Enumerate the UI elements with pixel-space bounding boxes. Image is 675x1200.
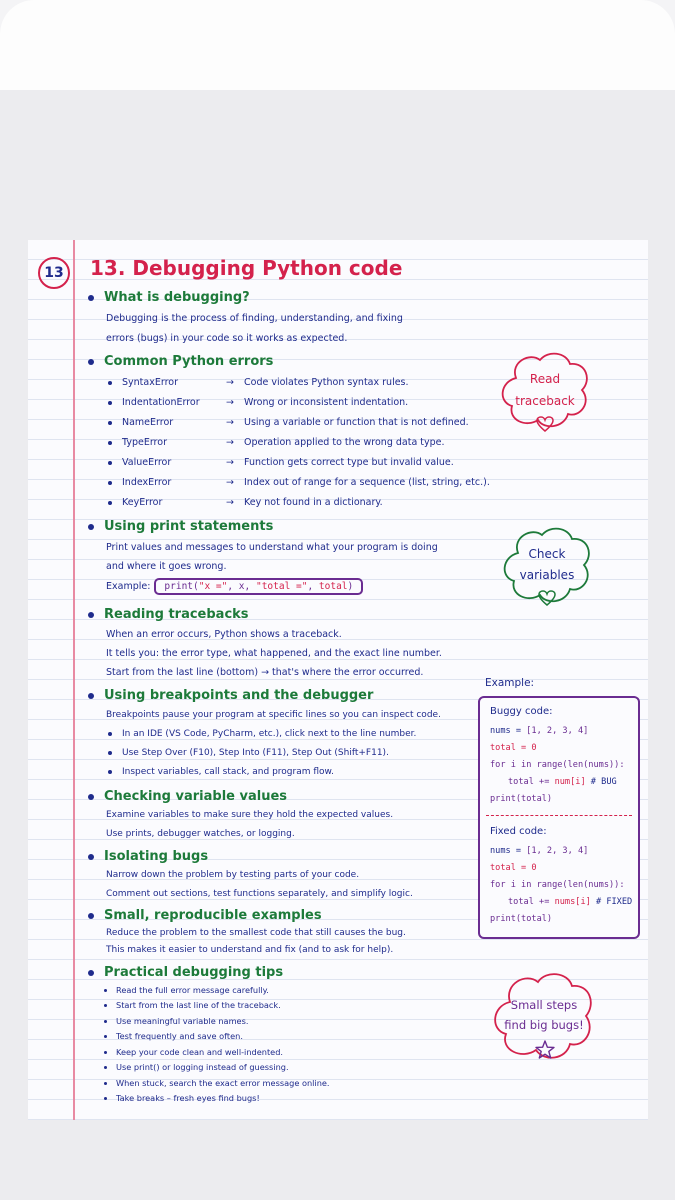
example-panel-label: Example: — [485, 677, 535, 689]
heart-icon — [538, 590, 556, 610]
print-line: Print values and messages to understand what your program is doing — [106, 542, 438, 553]
tip-item: Test frequently and save often. — [104, 1031, 243, 1041]
bullet-dot — [88, 612, 94, 618]
code-line: total += num[i] # BUG — [508, 777, 617, 787]
traceback-line: Start from the last line (bottom) → that's where the error occurred. — [106, 667, 424, 678]
isolating-line: Narrow down the problem by testing parts of your code. — [106, 870, 360, 880]
heading-isolating-bugs: Isolating bugs — [88, 849, 208, 864]
heading-reproducible: Small, reproducible examples — [88, 908, 322, 923]
print-code-box: print("x =", x, "total =", total) — [154, 578, 363, 595]
print-line: and where it goes wrong. — [106, 561, 227, 572]
breakpoints-item: Inspect variables, call stack, and program flow. — [108, 767, 334, 777]
notebook-page — [28, 240, 648, 1120]
bullet-dot — [88, 524, 94, 530]
isolating-line: Comment out sections, test functions separately, and simplify logic. — [106, 889, 413, 899]
buggy-code-heading: Buggy code: — [490, 706, 553, 717]
print-example: Example: print("x =", x, "total =", total) — [106, 578, 363, 595]
code-line: total = 0 — [490, 863, 537, 873]
variable-line: Examine variables to make sure they hold the expected values. — [106, 810, 394, 820]
top-sheet — [0, 0, 675, 90]
code-line: total += nums[i] # FIXED — [508, 897, 633, 907]
cloud-label: Read — [529, 372, 561, 386]
bullet-dot — [88, 295, 94, 301]
reproducible-line: Reduce the problem to the smallest code that still causes the bug. — [106, 928, 406, 938]
star-icon — [535, 1040, 555, 1064]
bullet-dot — [88, 913, 94, 919]
cloud-read-traceback — [496, 348, 594, 440]
bullet-dot — [88, 854, 94, 860]
tip-item: Start from the last line of the traceback. — [104, 1000, 281, 1010]
heading-breakpoints: Using breakpoints and the debugger — [88, 688, 373, 703]
breakpoints-item: In an IDE (VS Code, PyCharm, etc.), click next to the line number. — [108, 729, 416, 739]
traceback-line: It tells you: the error type, what happened, and the exact line number. — [106, 648, 442, 659]
bullet-dot — [88, 359, 94, 365]
tip-item: Take breaks – fresh eyes find bugs! — [104, 1093, 260, 1103]
error-item: IndentationError → Wrong or inconsistent indentation. — [108, 397, 408, 408]
dashed-divider — [486, 815, 632, 816]
tip-item: Use meaningful variable names. — [104, 1016, 248, 1026]
margin-line — [73, 240, 75, 1120]
error-item: IndexError → Index out of range for a sequence (list, string, etc.). — [108, 477, 490, 488]
bullet-dot — [88, 794, 94, 800]
error-item: SyntaxError → Code violates Python syntax rules. — [108, 377, 409, 388]
tip-item: Read the full error message carefully. — [104, 985, 269, 995]
bullet-dot — [88, 970, 94, 976]
code-line: nums = [1, 2, 3, 4] — [490, 846, 589, 856]
cloud-label: Small steps — [510, 998, 578, 1012]
heart-icon — [536, 416, 554, 436]
cloud-check-variables — [498, 523, 596, 613]
traceback-line: When an error occurs, Python shows a traceback. — [106, 629, 342, 640]
breakpoints-item: Use Step Over (F10), Step Into (F11), Step Out (Shift+F11). — [108, 748, 389, 758]
code-line: nums = [1, 2, 3, 4] — [490, 726, 589, 736]
error-item: TypeError → Operation applied to the wrong data type. — [108, 437, 445, 448]
error-item: KeyError → Key not found in a dictionary. — [108, 497, 383, 508]
example-code-panel — [478, 696, 640, 939]
cloud-label: variables — [519, 568, 575, 582]
tip-item: When stuck, search the exact error message online. — [104, 1078, 330, 1088]
heading-what-is: What is debugging? — [88, 290, 250, 305]
what-is-line: Debugging is the process of finding, understanding, and fixing — [106, 313, 403, 324]
tip-item: Keep your code clean and well-indented. — [104, 1047, 283, 1057]
code-line: for i in range(len(nums)): — [490, 760, 625, 770]
heading-tips: Practical debugging tips — [88, 965, 283, 980]
cloud-small-steps — [488, 968, 600, 1074]
breakpoints-intro: Breakpoints pause your program at specific lines so you can inspect code. — [106, 710, 441, 720]
code-line: print(total) — [490, 914, 553, 924]
heading-common-errors: Common Python errors — [88, 354, 273, 369]
bullet-dot — [88, 693, 94, 699]
heading-print-statements: Using print statements — [88, 519, 273, 534]
what-is-line: errors (bugs) in your code so it works as expected. — [106, 333, 348, 344]
heading-variable-values: Checking variable values — [88, 789, 287, 804]
cloud-label: Check — [528, 547, 566, 561]
code-line: for i in range(len(nums)): — [490, 880, 625, 890]
reproducible-line: This makes it easier to understand and fix (and to ask for help). — [106, 945, 394, 955]
code-line: total = 0 — [490, 743, 537, 753]
variable-line: Use prints, debugger watches, or logging. — [106, 829, 295, 839]
heading-tracebacks: Reading tracebacks — [88, 607, 249, 622]
cloud-label: traceback — [515, 394, 575, 408]
section-number-badge: 13 — [38, 257, 70, 289]
code-line: print(total) — [490, 794, 553, 804]
tip-item: Use print() or logging instead of guessing. — [104, 1062, 289, 1072]
cloud-label: find big bugs! — [504, 1018, 584, 1032]
fixed-code-heading: Fixed code: — [490, 826, 547, 837]
error-item: ValueError → Function gets correct type but invalid value. — [108, 457, 454, 468]
error-item: NameError → Using a variable or function that is not defined. — [108, 417, 469, 428]
page-title: 13. Debugging Python code — [90, 256, 403, 280]
